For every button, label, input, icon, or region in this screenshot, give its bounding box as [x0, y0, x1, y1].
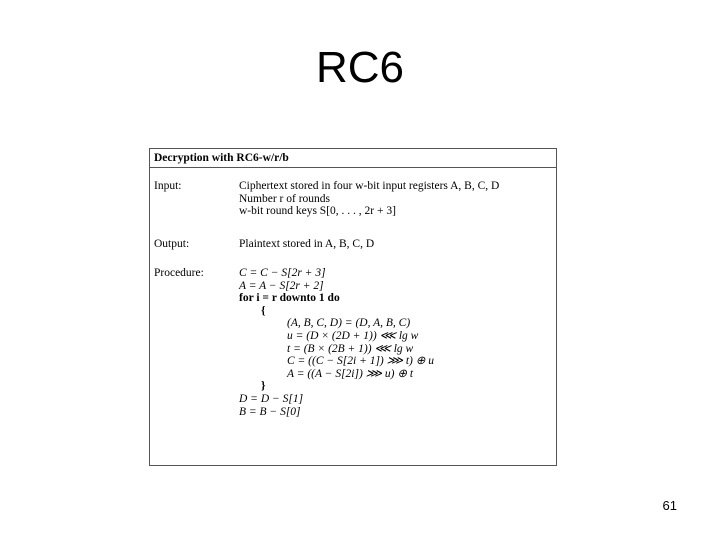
- procedure-line: {: [261, 304, 266, 317]
- procedure-line: B = B − S[0]: [239, 405, 301, 418]
- procedure-line: A = ((A − S[2i]) ⋙ u) ⊕ t: [287, 367, 414, 380]
- input-content: [239, 180, 499, 218]
- procedure-line: A = A − S[2r + 2]: [239, 279, 324, 292]
- header-divider: [150, 167, 556, 168]
- algorithm-header: Decryption with RC6-w/r/b: [154, 152, 289, 164]
- input-line: Number r of rounds: [239, 192, 331, 205]
- page-number: 61: [662, 498, 677, 513]
- procedure-content: [239, 267, 434, 418]
- procedure-line: t = (B × (2B + 1)) ⋘ lg w: [287, 342, 414, 355]
- output-line: Plaintext stored in A, B, C, D: [239, 238, 375, 250]
- output-label: Output:: [154, 238, 190, 250]
- output-content: [239, 238, 374, 251]
- input-line: w-bit round keys S[0, . . . , 2r + 3]: [239, 205, 396, 218]
- procedure-line: D = D − S[1]: [239, 392, 304, 405]
- input-line: Ciphertext stored in four w-bit input registers A, B, C, D: [239, 180, 500, 192]
- slide-title: RC6: [315, 43, 405, 92]
- procedure-line: C = ((C − S[2i + 1]) ⋙ t) ⊕ u: [287, 355, 435, 368]
- procedure-line: for i = r downto 1 do: [239, 292, 340, 305]
- procedure-line: (A, B, C, D) = (D, A, B, C): [287, 317, 411, 330]
- input-label: Input:: [154, 180, 182, 192]
- procedure-line: u = (D × (2D + 1)) ⋘ lg w: [287, 329, 419, 342]
- procedure-line: }: [261, 380, 266, 393]
- procedure-label: Procedure:: [154, 267, 204, 279]
- procedure-line: C = C − S[2r + 3]: [239, 267, 326, 279]
- algorithm-box: [149, 148, 557, 466]
